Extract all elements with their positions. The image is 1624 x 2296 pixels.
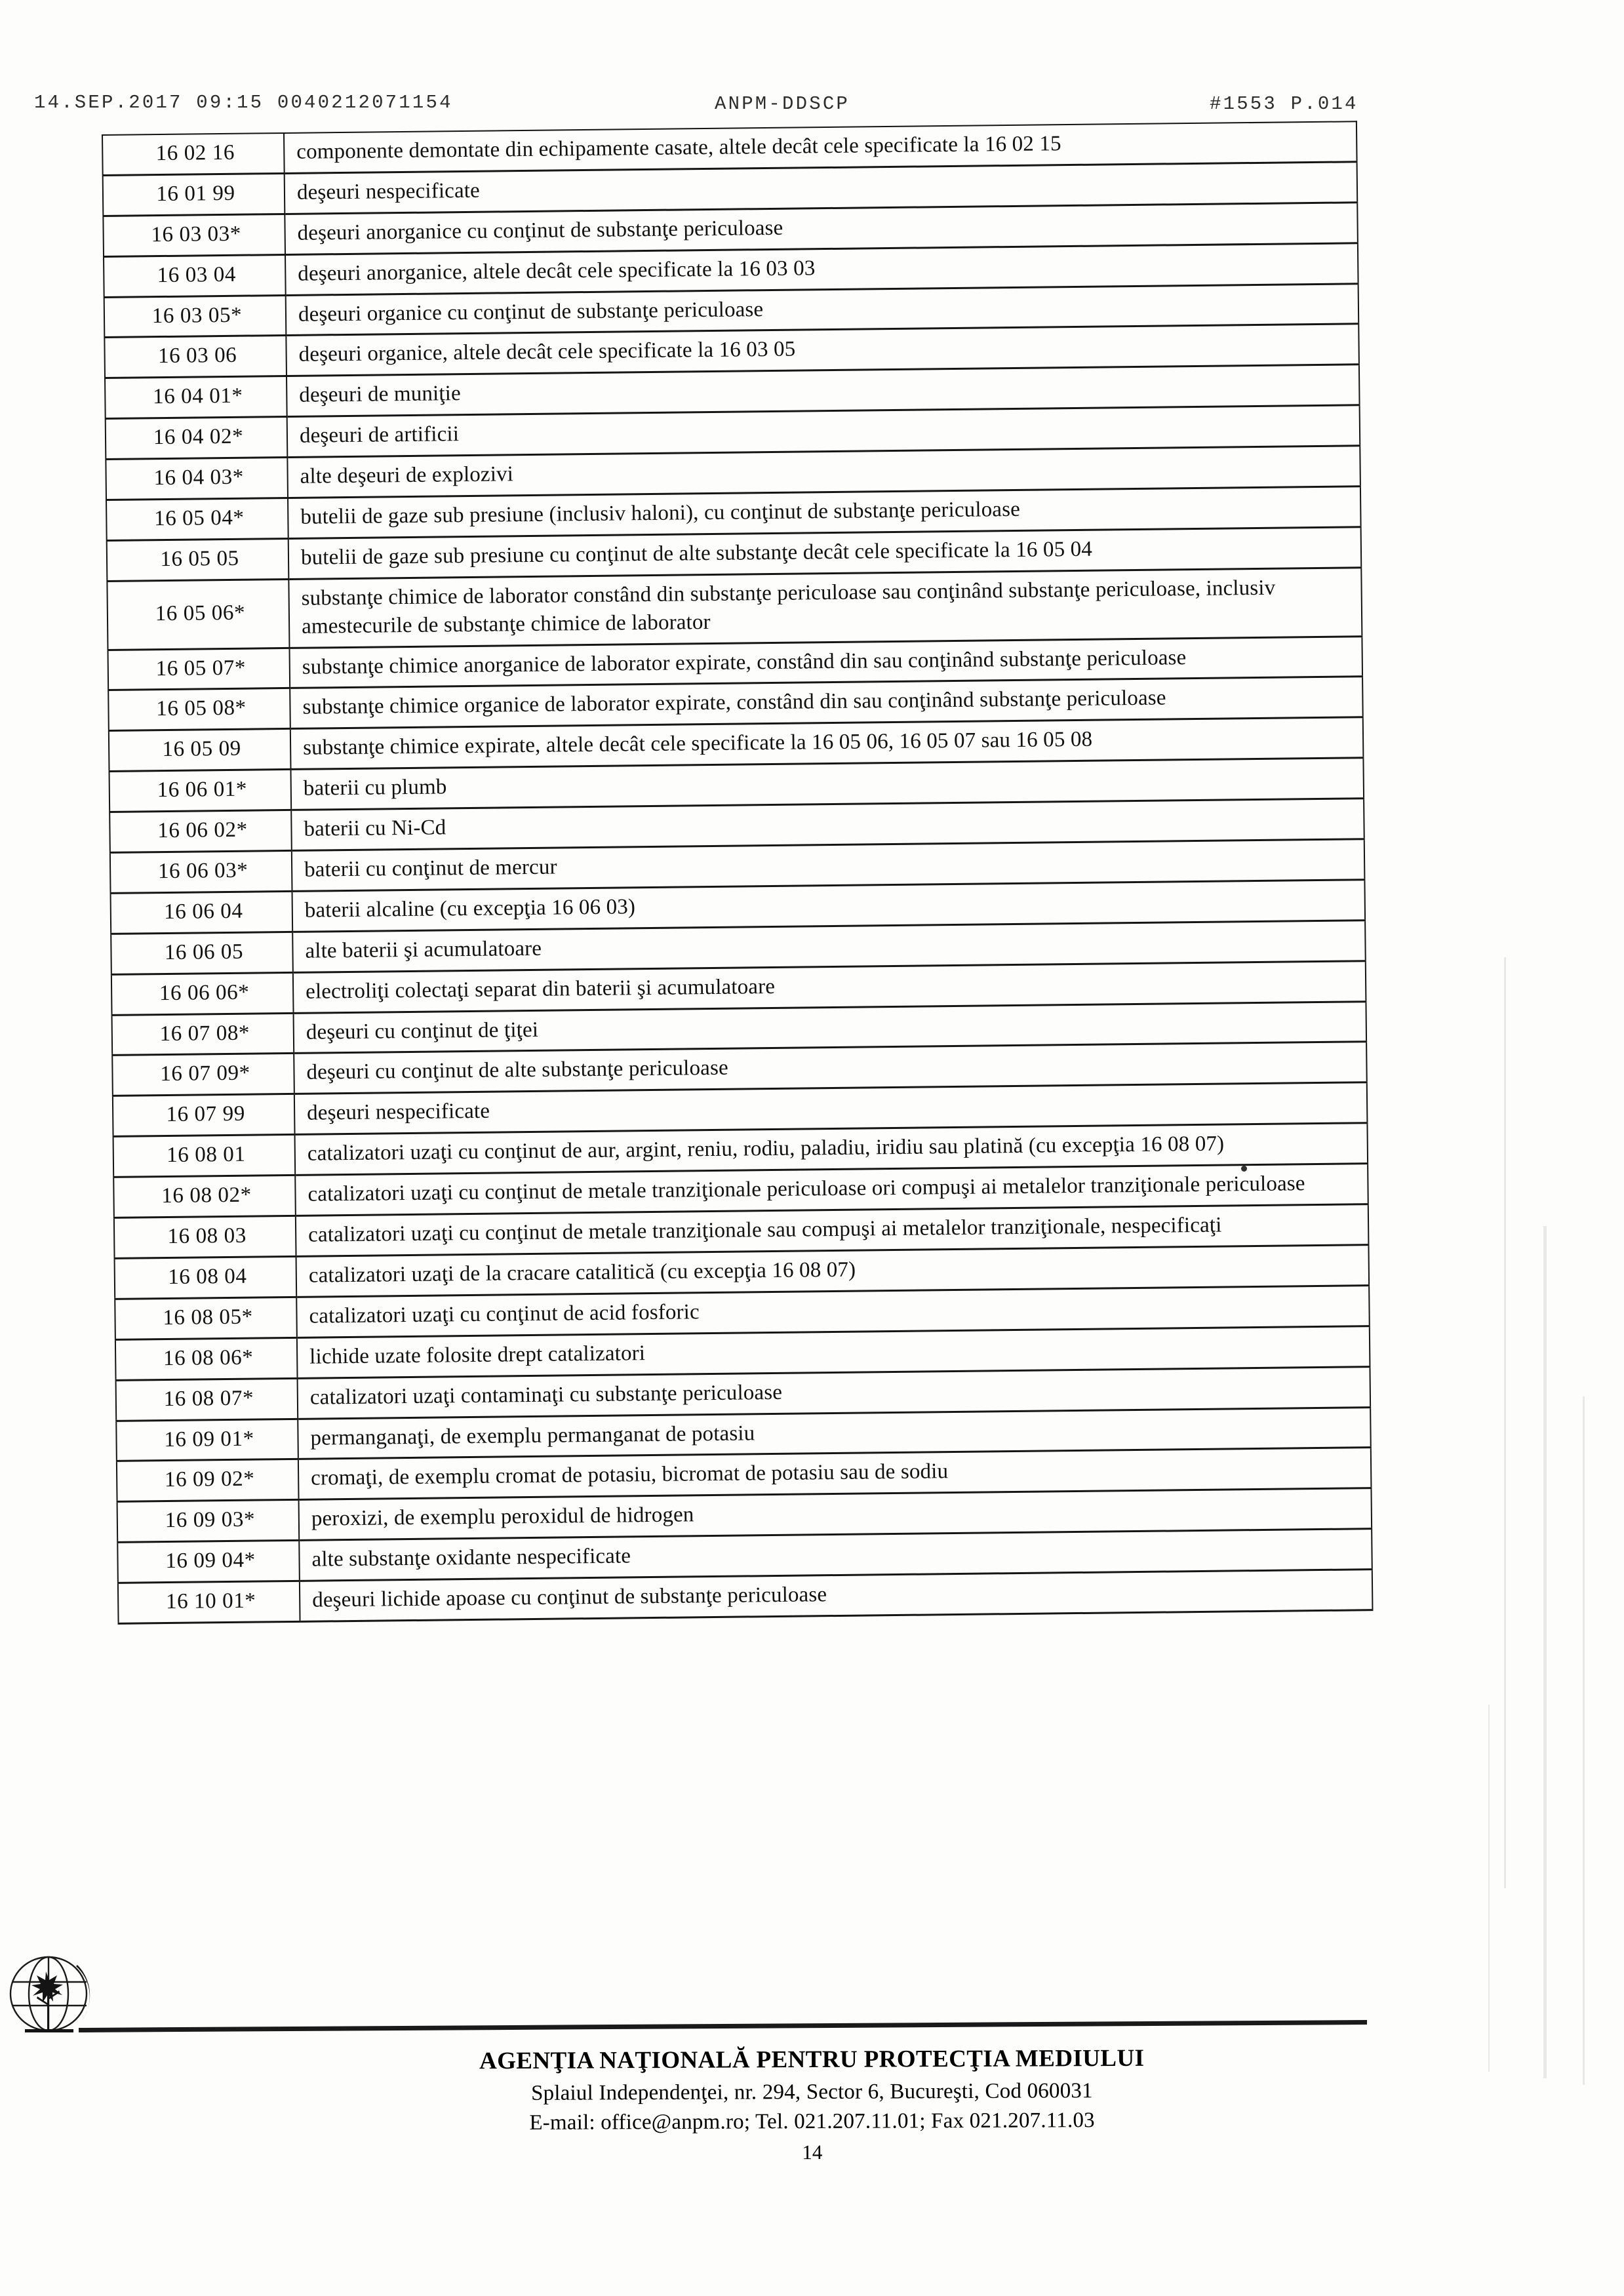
waste-description-cell: substanţe chimice anorganice de laborator expirate, constând din sau conţinând substanţe periculoase <box>289 636 1362 688</box>
waste-code-cell: 16 03 06 <box>104 336 287 378</box>
waste-description-cell: substanţe chimice de laborator constând din substanţe periculoase sau conţinând substanţe periculoase, inclusiv amestecurile de substanţe chimice de laborator <box>288 568 1362 648</box>
waste-description-cell: deşeuri organice cu conţinut de substanţe periculoase <box>286 283 1359 336</box>
waste-description-cell: catalizatori uzaţi cu conţinut de aur, argint, reniu, rodiu, paladiu, iridiu sau platină (cu excepţia 16 08 07) <box>295 1123 1368 1176</box>
waste-code-cell: 16 09 04* <box>117 1541 300 1583</box>
waste-code-cell: 16 06 06* <box>111 972 294 1015</box>
scan-streak-artifact <box>1583 1396 1585 2085</box>
waste-description-cell: electroliţi colectaţi separat din baterii şi acumulatoare <box>293 960 1366 1013</box>
waste-description-cell: alte deşeuri de explozivi <box>287 446 1360 498</box>
waste-description-cell: catalizatori uzaţi cu conţinut de metale tranziţionale periculoase ori compuşi ai metalelor tranziţionale periculoase <box>295 1164 1368 1216</box>
waste-description-cell: deşeuri lichide apoase cu conţinut de substanţe periculoase <box>300 1570 1373 1622</box>
waste-code-cell: 16 06 02* <box>109 810 292 853</box>
waste-description-cell: cromaţi, de exemplu cromat de potasiu, bicromat de potasiu sau de sodiu <box>298 1448 1372 1500</box>
waste-code-cell: 16 08 04 <box>115 1256 297 1299</box>
waste-description-cell: peroxizi, de exemplu peroxidul de hidrogen <box>299 1488 1372 1541</box>
waste-code-cell: 16 09 01* <box>116 1419 298 1461</box>
waste-code-cell: 16 05 07* <box>108 648 290 690</box>
waste-description-cell: deşeuri anorganice cu conţinut de substanţe periculoase <box>285 203 1358 255</box>
waste-code-cell: 16 09 03* <box>117 1500 300 1543</box>
waste-codes-table-container <box>102 121 1373 1625</box>
footer-page-number: 14 <box>802 2140 823 2164</box>
waste-code-cell: 16 01 99 <box>103 173 285 216</box>
waste-code-cell: 16 08 05* <box>115 1297 297 1339</box>
waste-code-cell: 16 07 99 <box>113 1094 295 1137</box>
scan-streak-artifact <box>1543 1226 1547 2078</box>
waste-description-cell: substanţe chimice organice de laborator expirate, constând din sau conţinând substanţe periculoase <box>290 677 1363 729</box>
scan-streak-artifact <box>1488 1705 1490 2072</box>
waste-code-cell: 16 05 05 <box>107 538 289 581</box>
waste-description-cell: deşeuri de muniţie <box>287 365 1360 417</box>
waste-description-cell: deşeuri de artificii <box>287 405 1360 458</box>
footer-divider-rule <box>79 2020 1367 2032</box>
fax-header-job-page: #1553 P.014 <box>1210 93 1358 115</box>
waste-description-cell: deşeuri cu conţinut de ţiţei <box>294 1001 1367 1054</box>
waste-description-cell: deşeuri organice, altele decât cele specificate la 16 03 05 <box>286 324 1359 376</box>
waste-description-cell: catalizatori uzaţi cu conţinut de metale tranziţionale sau compuşi ai metalelor tranziţionale, nespecificaţi <box>296 1204 1369 1257</box>
waste-description-cell: alte substanţe oxidante nespecificate <box>299 1529 1372 1581</box>
footer-address: Splaiul Independenţei, nr. 294, Sector 6, Bucureşti, Cod 060031 <box>530 2079 1093 2105</box>
waste-description-cell: catalizatori uzaţi de la cracare catalitică (cu excepţia 16 08 07) <box>296 1245 1370 1297</box>
waste-code-cell: 16 05 08* <box>108 688 290 731</box>
waste-code-cell: 16 10 01* <box>118 1581 300 1623</box>
waste-code-cell: 16 07 09* <box>112 1054 294 1096</box>
scan-streak-artifact <box>1504 957 1506 1888</box>
waste-description-cell: deşeuri cu conţinut de alte substanţe periculoase <box>294 1042 1367 1094</box>
waste-description-cell: baterii cu conţinut de mercur <box>292 839 1365 892</box>
waste-description-cell: baterii alcaline (cu excepţia 16 06 03) <box>292 880 1366 932</box>
anpm-globe-tree-logo <box>5 1937 104 2039</box>
scan-speck-artifact <box>1241 1166 1247 1172</box>
page-footer <box>0 2042 1624 2168</box>
waste-description-cell: catalizatori uzaţi contaminaţi cu substanţe periculoase <box>298 1366 1371 1419</box>
waste-description-cell: butelii de gaze sub presiune (inclusiv haloni), cu conţinut de substanţe periculoase <box>288 486 1361 539</box>
waste-code-cell: 16 08 02* <box>113 1176 296 1218</box>
waste-code-cell: 16 03 03* <box>103 214 285 256</box>
fax-header-station-id: ANPM-DDSCP <box>715 93 850 115</box>
waste-codes-table-body <box>102 121 1372 1623</box>
waste-code-cell: 16 04 01* <box>105 376 287 419</box>
waste-description-cell: componente demontate din echipamente casate, altele decât cele specificate la 16 02 15 <box>284 121 1357 173</box>
waste-code-cell: 16 08 06* <box>115 1337 298 1380</box>
fax-transmission-header <box>0 92 1624 122</box>
waste-description-cell: baterii cu Ni-Cd <box>291 799 1364 851</box>
waste-code-cell: 16 02 16 <box>102 133 285 175</box>
waste-description-cell: deşeuri nespecificate <box>294 1082 1368 1135</box>
waste-description-cell: butelii de gaze sub presiune cu conţinut de alte substanţe decât cele specificate la 16 05 04 <box>288 527 1362 580</box>
waste-description-cell: deşeuri anorganice, altele decât cele specificate la 16 03 03 <box>285 243 1358 295</box>
footer-organization-name: AGENŢIA NAŢIONALĂ PENTRU PROTECŢIA MEDIULUI <box>479 2044 1145 2075</box>
waste-code-cell: 16 07 08* <box>112 1013 294 1056</box>
waste-code-cell: 16 06 01* <box>109 770 292 812</box>
footer-contact: E-mail: office@anpm.ro; Tel. 021.207.11.01; Fax 021.207.11.03 <box>529 2108 1095 2135</box>
waste-description-cell: baterii cu plumb <box>290 758 1364 810</box>
waste-code-cell: 16 05 04* <box>106 498 288 540</box>
waste-code-cell: 16 04 02* <box>106 417 288 460</box>
waste-code-cell: 16 08 07* <box>116 1378 298 1421</box>
waste-code-cell: 16 04 03* <box>106 458 288 500</box>
waste-description-cell: catalizatori uzaţi cu conţinut de acid fosforic <box>296 1286 1370 1338</box>
waste-code-cell: 16 09 02* <box>117 1459 299 1502</box>
waste-description-cell: substanţe chimice expirate, altele decât cele specificate la 16 05 06, 16 05 07 sau 16 05 08 <box>290 717 1364 770</box>
table-row <box>107 568 1362 650</box>
waste-code-cell: 16 05 09 <box>109 729 291 772</box>
waste-code-cell: 16 06 03* <box>110 850 292 893</box>
waste-description-cell: permanganaţi, de exemplu permanganat de potasiu <box>298 1407 1371 1459</box>
waste-code-cell: 16 08 01 <box>113 1135 296 1178</box>
waste-code-cell: 16 06 05 <box>111 932 293 974</box>
waste-description-cell: lichide uzate folosite drept catalizatori <box>297 1326 1370 1378</box>
waste-description-cell: alte baterii şi acumulatoare <box>292 920 1366 973</box>
waste-code-cell: 16 03 04 <box>104 254 286 297</box>
waste-description-cell: deşeuri nespecificate <box>285 162 1358 214</box>
waste-codes-table <box>102 121 1373 1625</box>
waste-code-cell: 16 05 06* <box>107 579 289 650</box>
waste-code-cell: 16 08 03 <box>114 1216 296 1258</box>
waste-code-cell: 16 06 04 <box>111 891 293 934</box>
waste-code-cell: 16 03 05* <box>104 295 287 338</box>
fax-header-datetime-sender: 14.SEP.2017 09:15 0040212071154 <box>34 92 453 113</box>
